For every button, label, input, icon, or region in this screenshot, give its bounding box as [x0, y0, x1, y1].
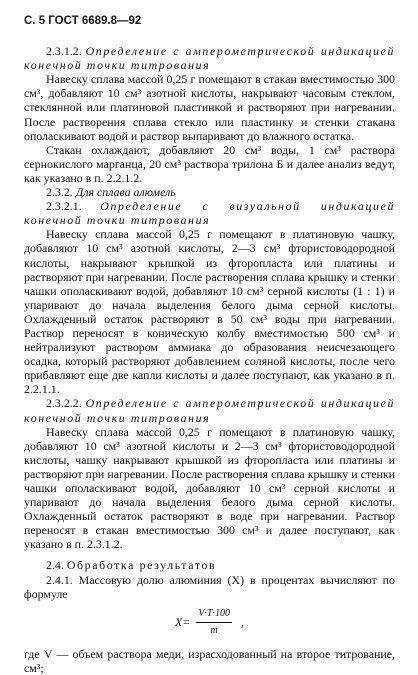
section-title: Для сплава алюмель	[75, 185, 176, 200]
section-number: 2.3.2.1.	[46, 199, 82, 214]
section-number: 2.3.1.2.	[46, 44, 82, 59]
section-title: Определение с визуальной индикацией конечной точки титрования	[24, 199, 395, 228]
page-header: С. 5 ГОСТ 6689.8—92	[24, 15, 142, 27]
formula-numerator: V·T·100	[196, 607, 232, 623]
paragraph: где V — объем раствора меди, израсходованный на второе титрование, см³;	[24, 646, 395, 675]
formula-comma: ,	[240, 615, 244, 630]
section-number: 2.4.	[46, 558, 64, 573]
section-title: Обработка результатов	[66, 558, 217, 573]
formula-denominator: m	[210, 624, 218, 636]
formula-lhs: X=	[175, 615, 191, 630]
paragraph: Навеску сплава массой 0,25 г помещают в платиновую чашку, добавляют 10 см³ азотной кислоты, 2—3 см³ фтористоводородной кислоты, накрывают крышкой из фторопласта или платины и растворяют при нагревании. После растворения сплава крышку и стенки чашки ополаскивают водой, добавляют 10 см³ серной кислоты (1 : 1) и упаривают до начала выделения белого дыма серной кислоты. Охлажденный остаток растворяют в 50 см³ воды при нагревании. Раствор переносят в коническую колбу вместимостью 500 см³ и нейтрализуют раствором аммиака до образования неисчезающего осадка, который растворяют добавлением соляной кислоты, после чего прибавляют еще две капли кислоты и далее поступают, как указано в п. 2.2.1.1.	[24, 227, 395, 397]
section-heading	[24, 185, 395, 199]
section-heading	[24, 199, 395, 227]
paragraph: Навеску сплава массой 0,25 г помещают в стакан вместимостью 300 см³, добавляют 10 см³ азотной кислоты, накрывают часовым стеклом, стеклянной или платиновой пластинкой и растворяют при нагревании. После растворения сплава стекло или пластинку и стенки стакана ополаскивают водой и раствор выпаривают до влажного остатка.	[24, 72, 395, 143]
section-title: Определение с амперометрической индикацией конечной точки титрования	[24, 44, 395, 73]
formula-fraction	[196, 607, 232, 638]
paragraph: Навеску сплава массой 0,25 г помещают в платиновую чашку, добавляют 10 см³ азотной кислоты и 2—3 см³ фтористоводородной кислоты, чашку накрывают крышкой из фторопласта или платины и растворяют при нагревании. После растворения сплава крышку и стенки чашки ополаскивают водой, добавляют 10 см³ серной кислоты и упаривают до начала выделения белого дыма серной кислоты. Охлажденный остаток растворяют в воде при нагревании. Раствор переносят в стакан вместимостью 300 см³ и далее поступают, как указано в п. 2.3.1.2.	[24, 424, 395, 552]
section-number: 2.3.2.2.	[46, 396, 82, 411]
section-heading	[24, 558, 395, 572]
section-heading	[24, 44, 395, 72]
section-number: 2.3.2.	[46, 185, 73, 200]
formula	[24, 607, 395, 641]
paragraph: Стакан охлаждают, добавляют 20 см³ воды, 1 см³ раствора сернокислого марганца, 20 см³ раствора трилона Б и далее анализ ведут, как указано в п. 2.2.1.2.	[24, 142, 395, 185]
paragraph: 2.4.1. Массовую долю алюминия (X) в процентах вычисляют по формуле	[24, 572, 395, 601]
section-title: Определение с амперометрической индикацией конечной точки титрования	[24, 396, 395, 425]
section-heading	[24, 396, 395, 424]
